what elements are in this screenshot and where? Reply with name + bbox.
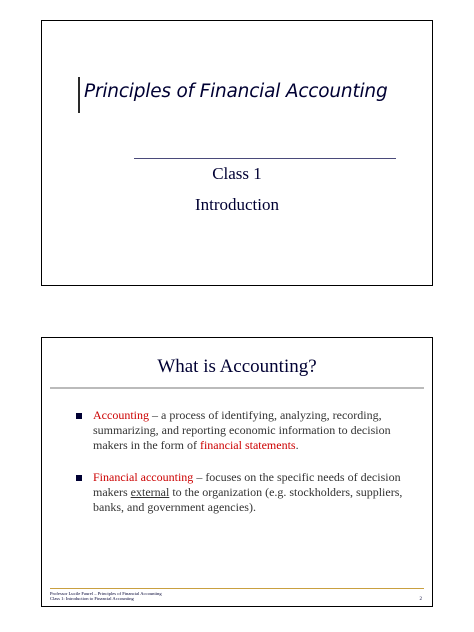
bullet-text: [93, 470, 406, 515]
footer-line-2: Class 1: Introduction to Financial Accounting: [50, 596, 134, 602]
slide-heading: What is Accounting?: [157, 356, 317, 377]
footer-line-1: Professor Lucile Faurel – Principles of Financial Accounting: [50, 590, 162, 596]
square-bullet-icon: [76, 413, 82, 419]
square-bullet-icon: [76, 475, 82, 481]
title-divider: [134, 158, 396, 159]
definition-end: to the organization (e.g. stockholders, suppliers, banks, and government agencies).: [93, 485, 403, 514]
bullet-item: [76, 408, 406, 453]
term-financial-accounting: Financial accounting: [93, 470, 194, 484]
slide-footer: [50, 591, 162, 602]
heading-divider: [50, 387, 424, 389]
slide-1: [41, 20, 433, 286]
definition-text: – focuses on the specific needs of decision makers: [93, 470, 401, 499]
underlined-external: external: [130, 485, 170, 499]
slide-2: [41, 337, 433, 607]
slide-subtitle: Introduction: [194, 195, 280, 214]
definition-end: .: [295, 438, 299, 452]
bullet-text: [93, 408, 406, 453]
page-number: 2: [419, 597, 422, 602]
bullet-item: [76, 470, 406, 515]
class-label: Class 1: [212, 164, 262, 183]
footer-divider: [50, 588, 424, 589]
slide-title: Principles of Financial Accounting: [84, 81, 388, 102]
definition-text: – a process of identifying, analyzing, recording, summarizing, and reporting economic information to decision makers in the form of: [93, 408, 391, 452]
term-accounting: Accounting: [93, 408, 149, 422]
highlight-financial-statements: financial statements: [199, 438, 296, 452]
title-accent-bar: [78, 77, 80, 113]
